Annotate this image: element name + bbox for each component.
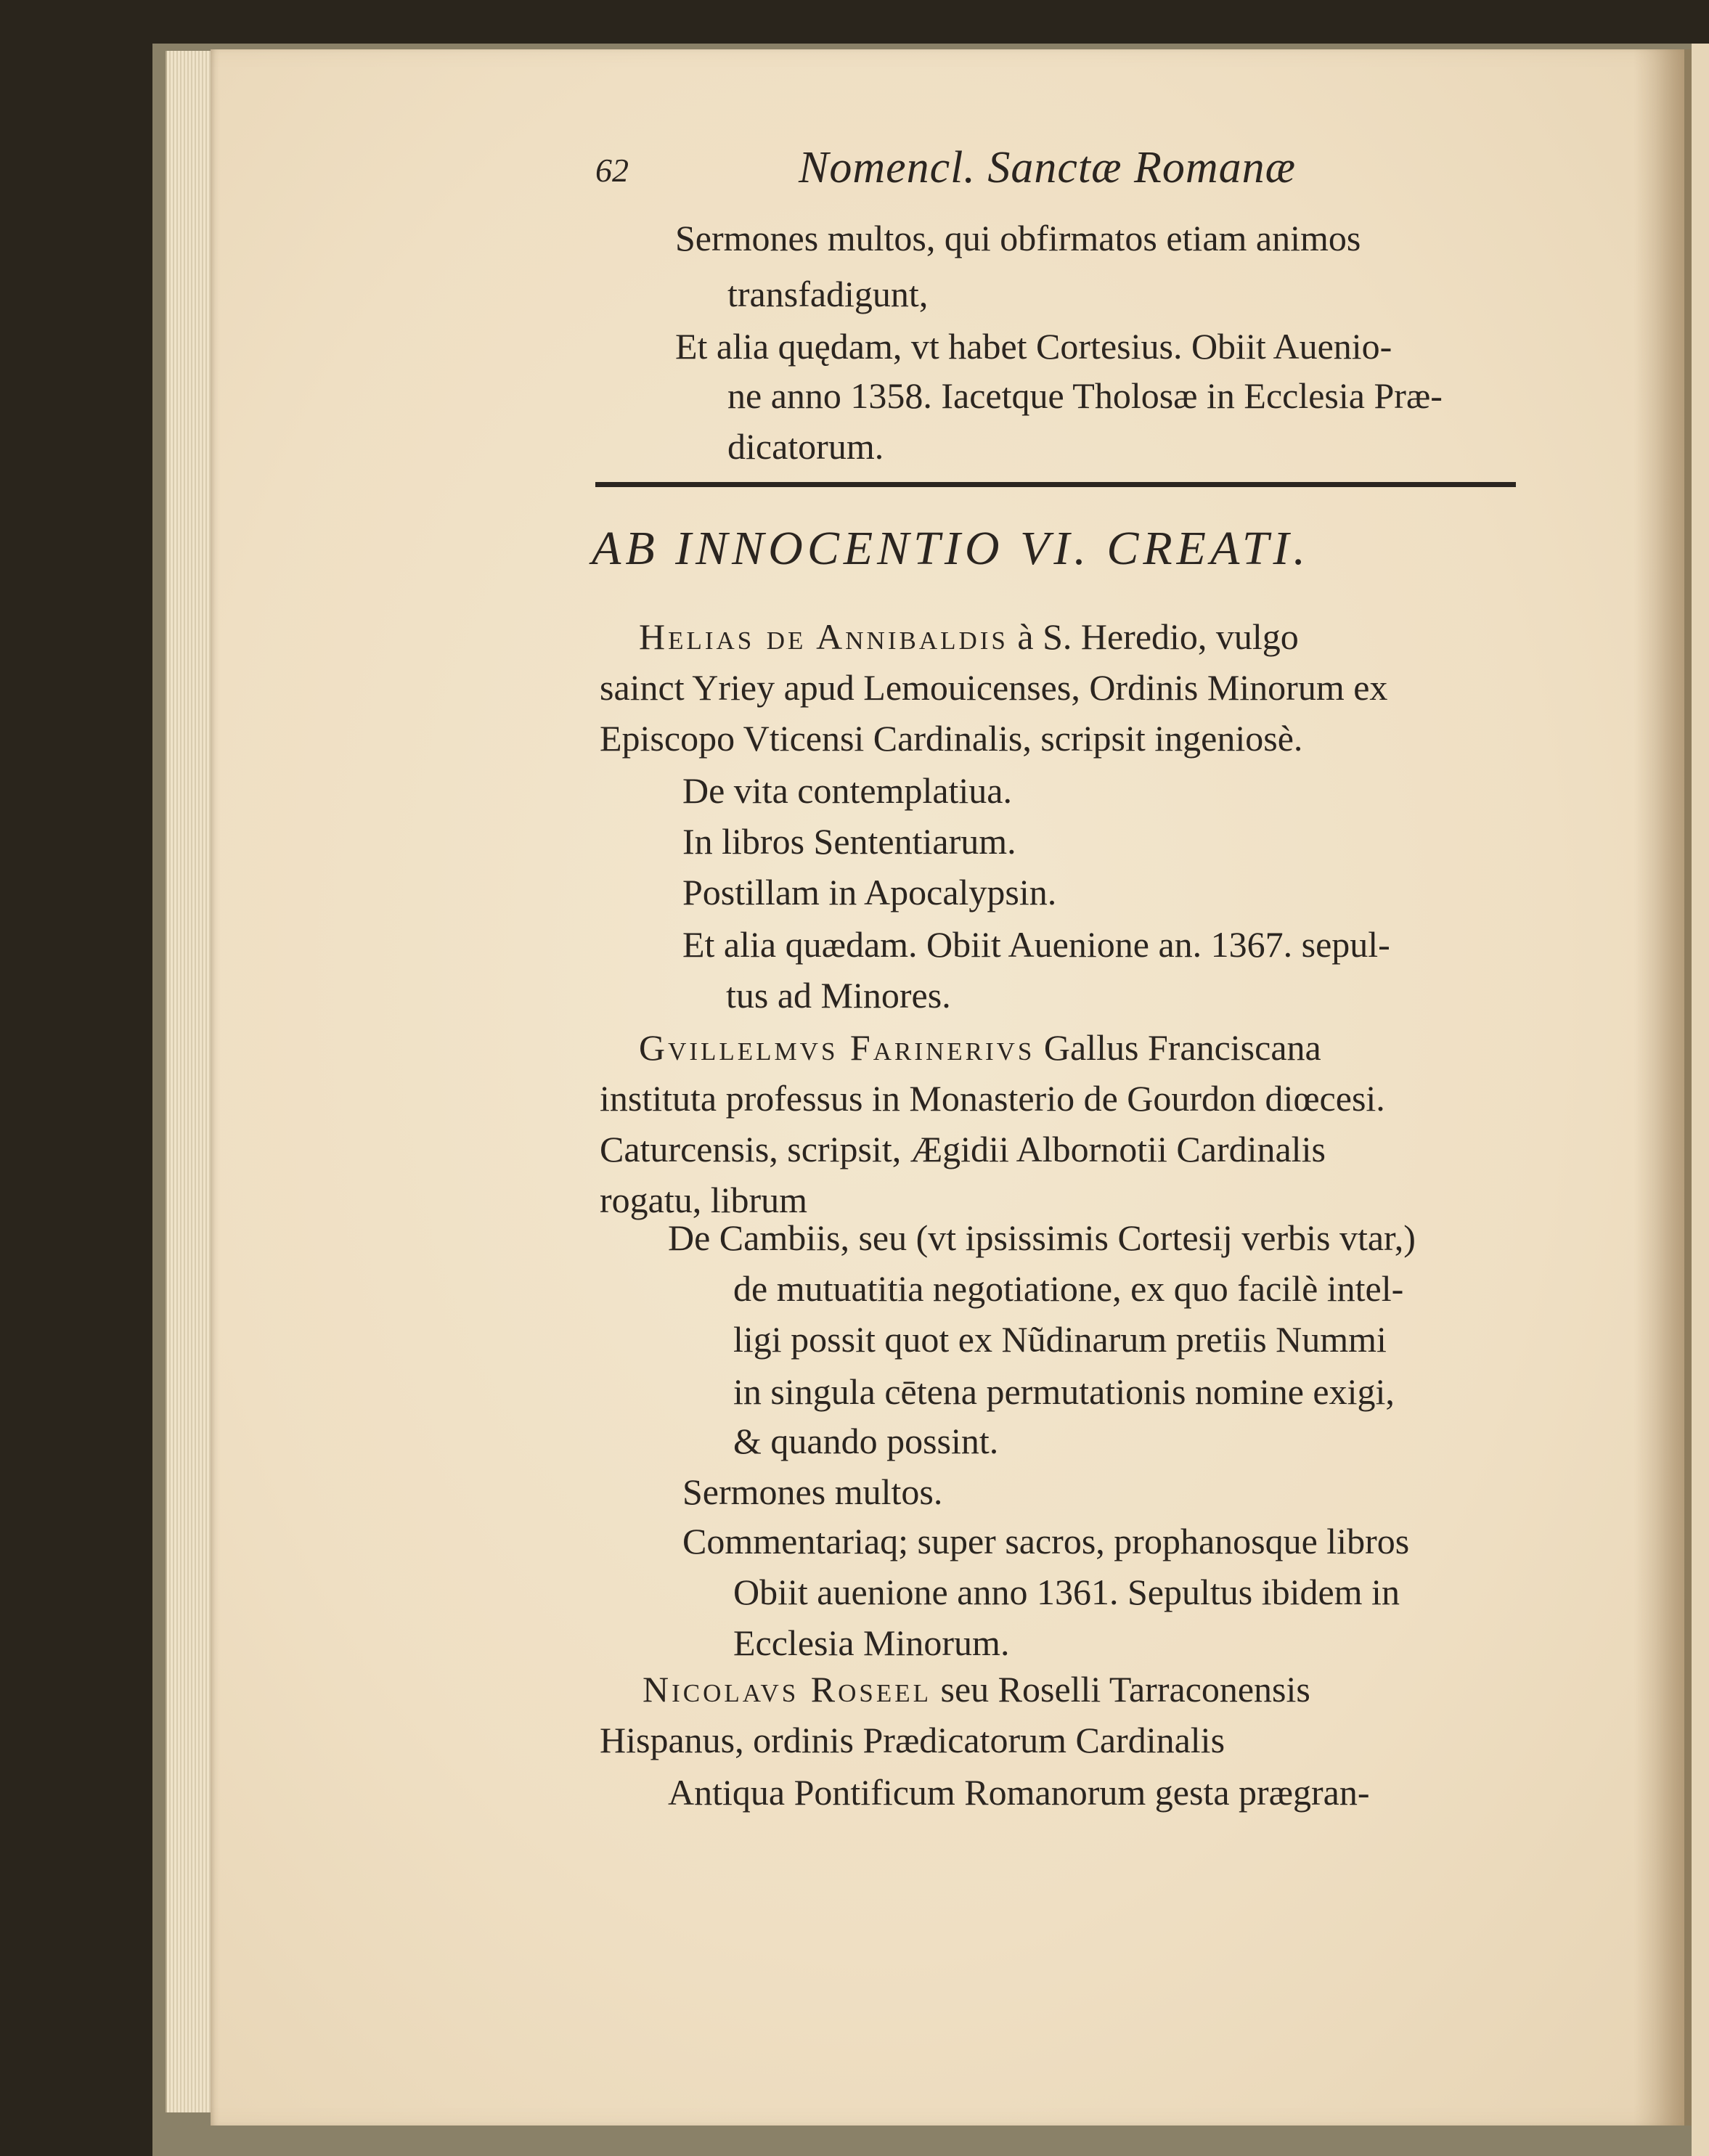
text-line: de mutuatitia negotiatione, ex quo facilè intel- — [733, 1268, 1404, 1309]
text-line: sainct Yriey apud Lemouicenses, Ordinis Minorum ex — [600, 667, 1388, 708]
section-rule — [595, 482, 1516, 487]
running-head: Nomencl. Sanctæ Romanæ — [799, 143, 1296, 192]
page-number: 62 — [595, 152, 629, 189]
text-line: Commentariaq; super sacros, prophanosque libros — [682, 1521, 1410, 1561]
person-name: Nicolavs Roseel — [643, 1669, 931, 1710]
text-line: seu Roselli Tarraconensis — [931, 1669, 1310, 1710]
text-line: Gallus Franciscana — [1035, 1027, 1321, 1068]
text-line: rogatu, librum — [600, 1180, 808, 1220]
text-line: Sermones multos. — [682, 1471, 943, 1512]
text-line: Obiit auenione anno 1361. Sepultus ibidem in — [733, 1572, 1400, 1612]
text-line: De Cambiis, seu (vt ipsissimis Cortesij verbis vtar,) — [668, 1217, 1416, 1258]
text-line: Caturcensis, scripsit, Ægidii Albornotii Cardinalis — [600, 1129, 1326, 1169]
person-name: Gvillelmvs Farinerivs — [639, 1027, 1035, 1068]
entry-first-line — [639, 1029, 1321, 1066]
text-line: ne anno 1358. Iacetque Tholosæ in Ecclesia Præ- — [727, 375, 1443, 416]
text-line: Episcopo Vticensi Cardinalis, scripsit ingeniosè. — [600, 718, 1303, 759]
text-line: Antiqua Pontificum Romanorum gesta prægran- — [668, 1772, 1370, 1813]
text-line: à S. Heredio, vulgo — [1008, 616, 1299, 657]
text-line: in singula cētena permutationis nomine exigi, — [733, 1371, 1395, 1412]
section-heading: AB INNOCENTIO VI. CREATI. — [592, 522, 1310, 575]
text-line: instituta professus in Monasterio de Gourdon diœcesi. — [600, 1078, 1385, 1119]
text-line: dicatorum. — [727, 426, 884, 467]
text-line: transfadigunt, — [727, 274, 929, 314]
entry-first-line — [639, 618, 1299, 655]
facing-page-edge — [1692, 44, 1709, 2156]
text-line: Ecclesia Minorum. — [733, 1622, 1010, 1663]
text-line: Et alia quædam. Obiit Auenione an. 1367. sepul- — [682, 924, 1390, 965]
text-line: tus ad Minores. — [726, 975, 951, 1016]
text-line: Hispanus, ordinis Prædicatorum Cardinalis — [600, 1720, 1225, 1760]
text-line: In libros Sententiarum. — [682, 821, 1016, 862]
text-line: ligi possit quot ex Nũdinarum pretiis Nummi — [733, 1319, 1387, 1360]
text-line: Et alia quędam, vt habet Cortesius. Obiit Auenio- — [675, 326, 1392, 367]
text-line: & quando possint. — [733, 1421, 999, 1461]
entry-first-line — [643, 1669, 1310, 1710]
person-name: Helias de Annibaldis — [639, 616, 1008, 657]
text-line: Postillam in Apocalypsin. — [682, 872, 1057, 912]
text-line: Sermones multos, qui obfirmatos etiam animos — [675, 218, 1361, 258]
text-line: De vita contemplatiua. — [682, 770, 1013, 811]
page-gutter-shadow — [1633, 49, 1692, 2126]
